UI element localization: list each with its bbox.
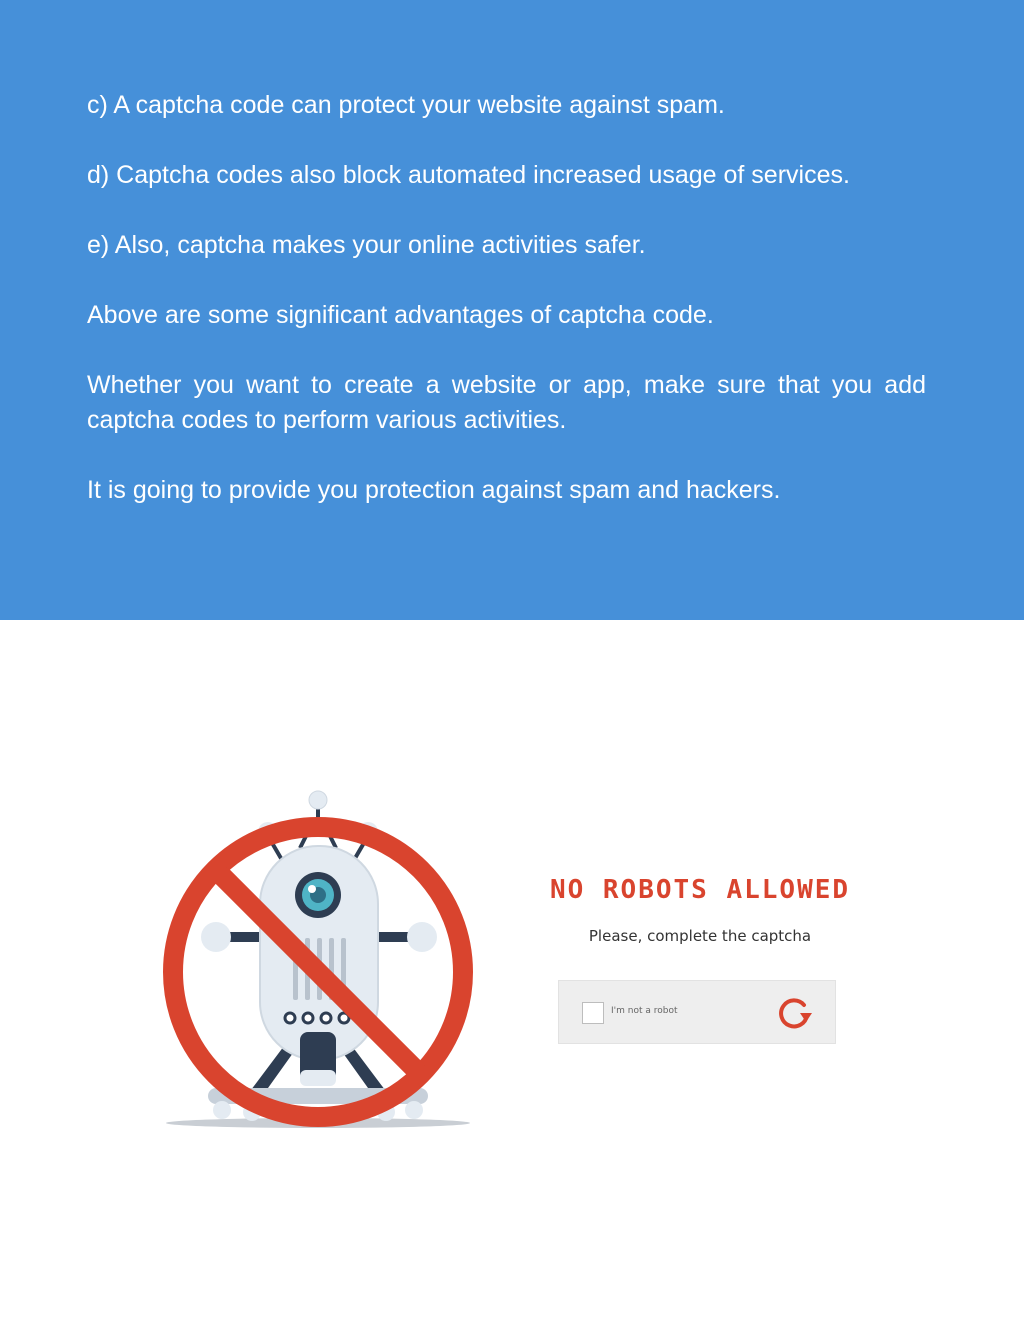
captcha-panel (520, 875, 880, 1075)
no-robots-headline: NO ROBOTS ALLOWED (549, 875, 851, 905)
paragraph-block-automation: d) Captcha codes also block automated increased usage of services. (87, 161, 850, 189)
body-text (87, 88, 926, 543)
refresh-icon[interactable] (774, 995, 814, 1031)
paragraph-spam-protection: c) A captcha code can protect your website against spam. (87, 91, 725, 119)
captcha-checkbox-label: I'm not a robot (611, 1006, 678, 1016)
captcha-instruction: Please, complete the captcha (588, 927, 812, 945)
captcha-widget (558, 980, 836, 1044)
captcha-checkbox[interactable] (582, 1002, 604, 1024)
paragraph-protection-hackers: It is going to provide you protection against spam and hackers. (87, 476, 781, 504)
paragraph-safer-activities: e) Also, captcha makes your online activities safer. (87, 231, 646, 259)
no-robot-prohibition-icon (150, 780, 490, 1150)
paragraph-advantages-summary: Above are some significant advantages of captcha code. (87, 301, 714, 329)
paragraph-add-captcha: Whether you want to create a website or app, make sure that you add captcha codes to perform various activities. (87, 371, 926, 434)
text-panel (0, 0, 1024, 620)
